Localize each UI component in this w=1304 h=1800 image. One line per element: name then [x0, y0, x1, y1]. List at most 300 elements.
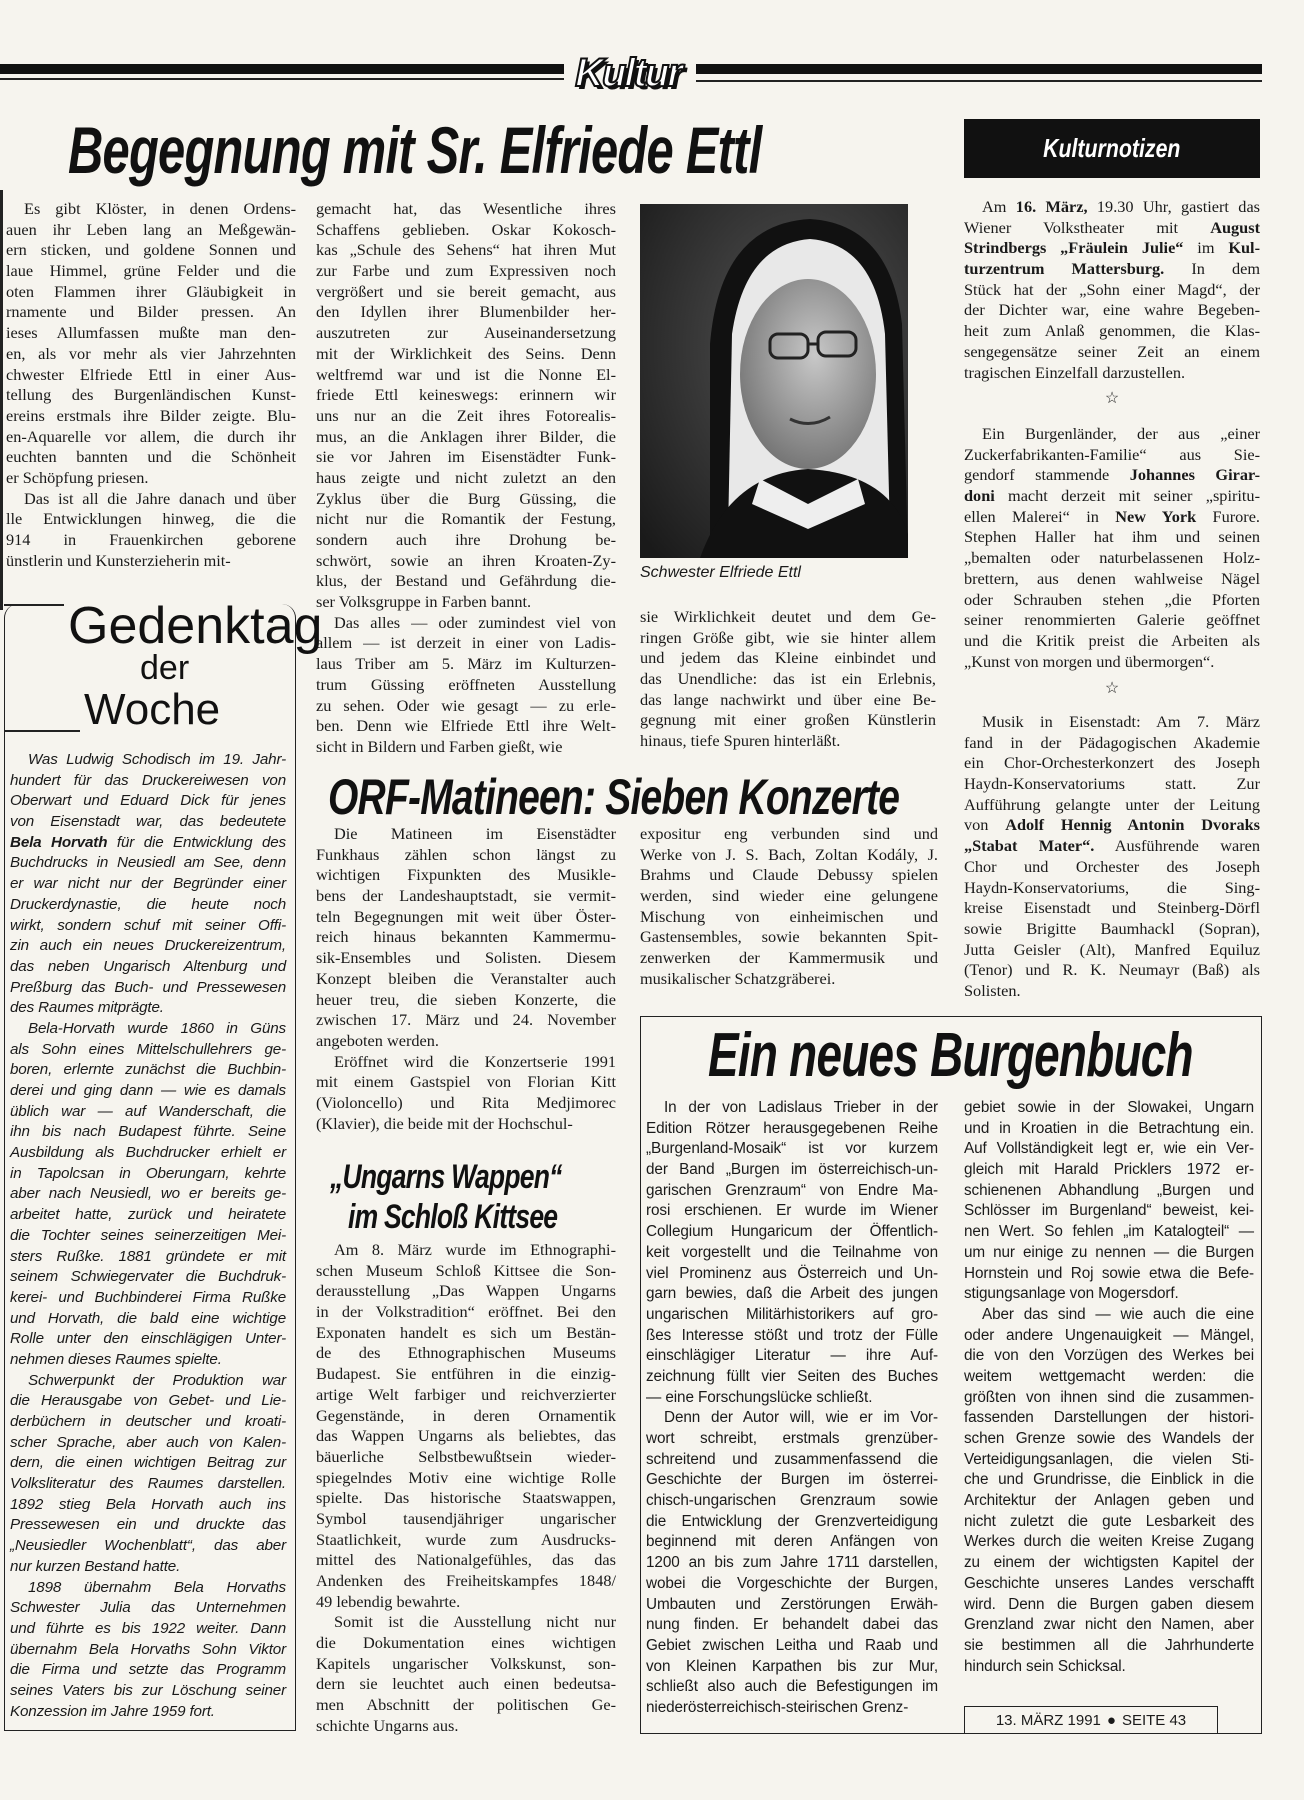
text-line: Gastensembles, sowie bekannten Spit- — [640, 927, 938, 947]
main-article-col2 — [316, 199, 616, 758]
text-line: Hornstein und Roj sowie etwa die Befe- — [964, 1264, 1254, 1282]
text-line: reich hinaus bekannten Kammermu- — [316, 927, 616, 947]
text-line: gemacht hat, das Wesentliche ihres — [316, 199, 616, 218]
text-line: schreitend und zusammenfassend die — [646, 1450, 938, 1468]
text-line: Schaffens geblieben. Oskar Kokosch- — [316, 219, 616, 239]
text-line: (Violoncello) und Rita Medjimorec — [316, 1092, 616, 1112]
bold-text: August — [1210, 217, 1260, 237]
text-line: hindurch sein Schicksal. — [964, 1657, 1126, 1675]
text-line: wird. Denn die Burgen gaben diesem — [964, 1595, 1254, 1613]
text-line: derausstellung „Das Wappen Ungarns — [316, 1281, 616, 1301]
text-line: und die Kritik preist die Arbeiten als — [964, 630, 1260, 650]
text-line: Druckerdynastie, die heute noch — [10, 895, 286, 913]
star-separator-icon: ☆ — [1104, 680, 1120, 697]
text-line: heuer treu, die sieben Konzerte, die — [316, 989, 616, 1009]
text-line: sowie Brigitte Baumhackl (Sopran), — [964, 918, 1260, 938]
paragraph — [640, 824, 938, 990]
text-line: Gebiet zwischen Leitha und Raab und — [646, 1636, 938, 1654]
wappen-headline-line2: im Schloß Kittsee — [348, 1198, 558, 1236]
text-line: Schlösser im Burgenland“ beweist, kei- — [964, 1202, 1254, 1220]
paragraph — [964, 1098, 1254, 1305]
text-line: laue Himmel, grüne Felder und die — [6, 261, 296, 281]
text-line: schwört, sowie an ihren Kroaten-Zy- — [316, 550, 616, 570]
text-line: nehmen dieses Raumes spielte. — [10, 1350, 222, 1368]
text-line: Budapest. Sie entführen in die einzig- — [316, 1364, 616, 1384]
text-line: men Abschnitt der politischen Ge- — [316, 1695, 616, 1715]
text-line: sondern auch ihre Drohung be- — [316, 530, 616, 549]
text-line: sicht in Bildern und Farben gießt, wie — [316, 736, 563, 756]
text-line: die Tochter seines seinerzeitigen Mei- — [10, 1226, 286, 1244]
text-line: „Burgenland-Mosaik“ ist vor kurzem — [646, 1140, 938, 1158]
text-line: laus Triber am 5. März im Kulturzen- — [316, 654, 616, 674]
text-line: das lange nachwirkt und über eine Be- — [640, 689, 936, 709]
text-line: er Schöpfung priesen. — [6, 467, 149, 487]
text-line: seiner renommierten Galerie geöffnet — [964, 610, 1260, 630]
text-line: Solisten. — [964, 980, 1021, 1000]
text-line: Was Ludwig Schodisch im 19. Jahr- — [28, 751, 286, 768]
issue-date: 13. MÄRZ 1991 — [995, 1711, 1101, 1729]
text-line: auen ihr Leben lang an Meßgewän- — [6, 219, 296, 239]
text-line: sters Rußke. 1881 gründete er mit — [10, 1247, 286, 1265]
text-line: Verteidigungsanlagen, die vielen Sti- — [964, 1450, 1254, 1468]
paragraph — [10, 750, 286, 1019]
text-line: ser Volksgruppe in Farben bannt. — [316, 592, 532, 612]
text-line: (Klavier), die beide mit der Hochschul- — [316, 1113, 573, 1133]
text-line: zwischen 17. März und 24. November — [316, 1010, 616, 1030]
text-line: garn bewies, daß die Arbeit des jungen — [646, 1285, 938, 1303]
text-line: Kapitels ungarischer Volkskunst, son- — [316, 1653, 616, 1673]
text-line: Strindbergs „Fräulein Julie“ im Kul- — [964, 238, 1260, 258]
text-line: Mischung von einheimischen und — [640, 906, 938, 926]
text-line: zenwerken der Kammermusik und — [640, 948, 938, 968]
orf-col1 — [316, 824, 616, 1134]
text-line: Konzession im Jahre 1959 fort. — [10, 1702, 215, 1720]
paragraph — [316, 824, 616, 1052]
text-line: Das alles — oder zumindest viel von — [334, 612, 616, 632]
paragraph — [10, 1019, 286, 1371]
text-line: Umbauten und Zerstörungen Erwäh- — [646, 1595, 938, 1613]
text-line: Funkhaus zählen schon längst zu — [316, 844, 616, 864]
text-line: viel Prominenz aus Österreich und Un- — [646, 1264, 938, 1282]
text-line: friede Ettl keineswegs: erinnern wir — [316, 385, 616, 405]
text-line: wirkt, sondern schuf mit seiner Offi- — [10, 916, 286, 934]
text-line: Brahms und Claude Debussy spielen — [640, 865, 938, 885]
gedenktag-title-line1 — [68, 598, 322, 654]
text-line: Collegium Hungaricum der Öffentlich- — [646, 1223, 938, 1241]
text-line: und jedem das Kleine einbindet und — [640, 648, 936, 668]
text-line: Oberwart und Eduard Dick für jenes — [10, 792, 286, 810]
orf-headline: ORF-Matineen: Sieben Konzerte — [328, 769, 900, 825]
bold-text: Kul- — [1228, 238, 1260, 258]
text-line: Grenzland zwar nicht den Namen, aber — [964, 1616, 1254, 1634]
text-line: werden, sind wieder eine gelungene — [640, 886, 938, 906]
text-line: Volksliteratur des Raumes darstellen. — [10, 1475, 286, 1493]
text-line: hinaus, tiefe Spuren hinterläßt. — [640, 731, 841, 751]
text-line: derei und ging dann — wie es damals — [10, 1082, 286, 1099]
text-line: en-Aquarelle vor allem, die durch ihr — [6, 426, 296, 446]
text-line: Ein Burgenländer, der aus „einer — [982, 424, 1260, 443]
bold-text: Strindbergs „Fräulein Julie“ — [964, 238, 1184, 258]
text-line: weitem wettgemacht werden: die — [964, 1367, 1254, 1385]
bold-text: 16. März, — [1015, 197, 1088, 216]
text-line: rosi erschienen. Er wurde im Wiener — [646, 1202, 938, 1220]
text-line: der Band „Burgen im österreichisch-un- — [646, 1161, 938, 1179]
orf-col2 — [640, 824, 938, 990]
bold-text: Bela Horvath — [10, 833, 108, 851]
burgenbuch-col2 — [964, 1098, 1254, 1677]
text-line: sie vor Jahren im Eisenstädter Funk- — [316, 447, 616, 467]
paragraph — [646, 1408, 938, 1718]
text-line: wort schreibt, erstmals grenzüber- — [646, 1430, 938, 1447]
text-line: um nur einige zu nennen — die Burgen — [964, 1243, 1254, 1261]
text-line: ben. Denn wie Elfriede Ettl ihre Welt- — [316, 716, 616, 736]
text-line: üblich war — auf Wanderschaft, die — [10, 1102, 286, 1120]
text-line: zur Farbe und zum Expressiven noch — [316, 261, 616, 281]
text-line: gegnung mit einer großen Künstlerin — [640, 710, 936, 730]
text-line: Stück hat der „Sohn einer Magd“, der — [964, 279, 1260, 299]
text-line: Werke von J. S. Bach, Zoltan Kodály, J. — [640, 844, 938, 864]
bold-text: Adolf Hennig Antonin Dvoraks — [1005, 815, 1260, 835]
text-line: nung finden. Er behandelt dabei das — [646, 1616, 938, 1634]
page-number: SEITE 43 — [1121, 1711, 1187, 1729]
text-line: spiegelndes Motiv eine wichtige Rolle — [316, 1467, 616, 1487]
text-line: che und Grundrisse, die Einblick in die — [964, 1471, 1254, 1489]
text-line: als Sohn eines Mittelschullehrers ge- — [10, 1040, 286, 1058]
text-line: de des Ethnographischen Museums — [316, 1343, 616, 1363]
text-line: Jutta Geisler (Alt), Manfred Equiluz — [964, 939, 1260, 959]
text-line: bens der Landeshauptstadt, sie vermit- — [316, 886, 616, 906]
text-line: kerei- und Buchbinderei Firma Rußke — [10, 1288, 286, 1306]
text-line: das Wappen Ungarns als beliebtes, das — [316, 1426, 616, 1446]
wappen-text — [316, 1240, 616, 1737]
text-line: rnamente und Bilder pressen. An — [6, 302, 296, 322]
paragraph — [964, 424, 1260, 672]
photo-caption: Schwester Elfriede Ettl — [640, 564, 801, 581]
text-line: „Kunst von morgen und übermorgen“. — [964, 651, 1215, 671]
text-line: ihn bis nach Budapest führte. Seine — [10, 1123, 286, 1141]
text-line: auszutreten zur Auseinandersetzung — [316, 323, 616, 343]
text-line: Edition Rötzer herausgegebenen Reihe — [646, 1119, 938, 1137]
text-line: schen Grenze sowie des Wandels der — [964, 1430, 1254, 1447]
text-line: kreise Eisenstadt und Steinberg-Dörfl — [964, 898, 1260, 918]
bold-text: turzentrum Mattersburg. — [964, 259, 1165, 279]
text-line: 1892 stieg Bela Horvath auch ins — [10, 1495, 286, 1513]
text-line: Gegenstände, in deren Ornamentik — [316, 1405, 616, 1425]
text-line: ern sticken, und goldene Sonnen und — [6, 240, 296, 260]
text-line: die Entwicklung der Grenzverteidigung — [646, 1512, 938, 1530]
text-line: zeichnung füllt vier Seiten des Buches — [646, 1367, 938, 1385]
bold-text: Johannes Girar- — [1129, 465, 1260, 485]
text-line: turzentrum Mattersburg. In dem — [964, 259, 1261, 279]
text-line: en, als vor mehr als vier Jahrzehnten — [6, 343, 296, 363]
text-line: fand in der Pädagogischen Akademie — [964, 732, 1260, 752]
text-line: mit der Wirklichkeit des Seins. Denn — [316, 343, 616, 363]
section-logo-kultur: Kultur — [575, 51, 681, 95]
text-line: Symbol tausendjähriger ungarischer — [316, 1508, 616, 1528]
text-line: angeboten werden. — [316, 1030, 439, 1050]
text-line: und in Kroatien in die Betrachtung ein. — [964, 1119, 1254, 1137]
text-line: nicht nur die Romantik der Festung, — [316, 509, 616, 529]
text-line: einschlägiger Literatur — ihre Auf- — [646, 1347, 938, 1365]
text-line: mit einem Gastspiel von Florian Kitt — [316, 1072, 616, 1092]
paragraph — [640, 607, 936, 752]
text-line: Somit ist die Ausstellung nicht nur — [334, 1612, 616, 1632]
text-line: die Dokumentation eines wichtigen — [316, 1633, 616, 1653]
paragraph — [964, 197, 1260, 383]
paragraph — [316, 1240, 616, 1612]
kulturnotiz-girardoni — [964, 424, 1260, 672]
text-line: die von den Vorzügen des Werkes bei — [964, 1347, 1254, 1365]
text-line: seines Vaters bis zur Löschung seiner — [10, 1681, 286, 1699]
text-line: ungarischen Militärhistorikers auf gro- — [646, 1305, 938, 1323]
text-line: schließt also auch die Befestigungen im — [646, 1678, 938, 1696]
bold-text: doni — [964, 486, 995, 506]
kulturnotizen-title: Kulturnotizen — [1043, 133, 1181, 163]
text-line: trum Güssing eröffneten Ausstellung — [316, 674, 616, 694]
text-line: euchten bannten und die Schönheit — [6, 447, 296, 467]
text-line: chwester Elfriede Ettl in einer Aus- — [6, 364, 296, 384]
text-line: fassenden Darstellungen der histori- — [964, 1409, 1254, 1427]
text-line: sie bestimmen all die Jahrhunderte — [964, 1636, 1254, 1654]
text-line: ereins erstmals ihre Bilder zeigte. Blu- — [6, 405, 296, 425]
kulturnotiz-musik — [964, 712, 1260, 1002]
text-line: zu sehen. Oder wie gesagt — zu erle- — [316, 695, 616, 715]
main-article-col3 — [640, 607, 936, 752]
text-line: schienenen Abhandlung „Burgen und — [964, 1181, 1254, 1199]
text-line: ringen Größe gibt, wie sie hinter allem — [640, 627, 936, 647]
burgenbuch-headline: Ein neues Burgenbuch — [708, 1021, 1193, 1090]
paragraph — [646, 1098, 938, 1408]
text-line: Es gibt Klöster, in denen Ordens- — [24, 199, 296, 218]
text-line: Haydn-Konservatoriums statt. Zur — [964, 774, 1260, 794]
text-line: Chor und Orchester des Joseph — [964, 856, 1260, 876]
text-line: garischen Grenzraum“ von Endre Ma- — [646, 1181, 938, 1199]
bullet-icon: ● — [1106, 1711, 1116, 1729]
text-line: dern sie leuchtet auch einen bedeutsa- — [316, 1674, 616, 1694]
portrait-photo — [640, 204, 908, 558]
bold-text: New York — [1115, 506, 1197, 526]
text-line: uns nur an die Zeit ihres Fotorealis- — [316, 405, 616, 425]
kulturnotiz-theater — [964, 197, 1260, 383]
text-line: er war nicht nur der Begründer einer — [10, 875, 286, 893]
text-line: Pressewesen ein und druckte das — [10, 1516, 286, 1534]
text-line: Die Matineen im Eisenstädter — [334, 824, 616, 843]
main-article-col1 — [6, 199, 296, 571]
text-line: die Herausgabe von Gebet- und Lie- — [10, 1392, 286, 1410]
text-line: nen Wert. So fehlen „im Katalogteil“ — — [964, 1223, 1254, 1241]
text-line: schen Museum Schloß Kittsee die Son- — [316, 1260, 616, 1280]
text-line: ünstlerin und Kunsterzieherin mit- — [6, 550, 231, 570]
paragraph — [964, 712, 1260, 1002]
text-line: Bela-Horvath wurde 1860 in Güns — [28, 1019, 286, 1037]
text-line: Das ist all die Jahre danach und über — [24, 488, 296, 508]
text-line: Zyklus über die Burg Güssing, die — [316, 488, 616, 508]
text-line: der Dichter war, eine wahre Begeben- — [964, 300, 1260, 320]
text-line: lle Entwicklungen hinweg, die die — [6, 509, 296, 529]
text-line: Eröffnet wird die Konzertserie 1991 — [334, 1051, 616, 1071]
text-line: aber nach Neusiedl, wo er bereits ge- — [10, 1185, 286, 1203]
text-line: boren, erlernte zunächst die Buchbin- — [10, 1061, 286, 1079]
text-line: Architektur der Anlagen geben und — [964, 1492, 1254, 1510]
main-headline: Begegnung mit Sr. Elfriede Ettl — [68, 113, 762, 187]
text-line: 1898 übernahm Bela Horvaths — [28, 1578, 286, 1596]
text-line: nicht zuletzt die gute Lesbarkeit des — [964, 1512, 1254, 1530]
text-line: spielte. Das historische Staatswappen, — [316, 1488, 616, 1508]
text-line: von Kleinen Karpathen bis zur Mur, — [646, 1657, 938, 1675]
header-rule-left — [0, 64, 564, 74]
paragraph — [316, 1612, 616, 1736]
star-separator-icon: ☆ — [1104, 390, 1120, 407]
text-line: „Neusiedler Wochenblatt“, das aber — [10, 1537, 286, 1555]
nun-portrait-image — [640, 204, 908, 558]
text-line: seinem Schwiegervater die Buchdruk- — [10, 1268, 286, 1286]
text-line: Musik in Eisenstadt: Am 7. März — [982, 712, 1260, 731]
text-line: ellen Malerei“ in New York Furore. — [964, 506, 1260, 526]
text-line: Zuckerfabrikanten-Familie“ aus Sie- — [964, 444, 1260, 464]
text-line: das Unendliche: das ist ein Erlebnis, — [640, 669, 936, 689]
gedenktag-mid-rule — [4, 730, 80, 732]
text-line: schichte Ungarns aus. — [316, 1715, 459, 1735]
bold-text: „Stabat Mater“. — [964, 836, 1095, 856]
text-line: mus, an die Anklagen ihrer Bilder, die — [316, 426, 616, 446]
text-line: sie Wirklichkeit deutet und dem Ge- — [640, 607, 936, 626]
text-line: Am 16. März, 19.30 Uhr, gastiert das — [982, 197, 1261, 216]
text-line: niederösterreichisch-steirischen Grenz- — [646, 1698, 909, 1716]
text-line: scher Sprache, aber auch von Kalen- — [10, 1433, 286, 1451]
text-line: Denn der Autor will, wie er im Vor- — [664, 1409, 938, 1427]
text-line: hundert für das Druckereiwesen von — [10, 771, 286, 789]
text-line: (Tenor) und R. K. Neumayr (Baß) als — [964, 960, 1260, 980]
text-line: teln Begegnungen mit weit über Öster- — [316, 906, 616, 926]
text-line: mittel des Nationalgefühles, das das — [316, 1550, 616, 1570]
paragraph — [316, 1052, 616, 1135]
text-line: ein Chor-Orchesterkonzert des Joseph — [964, 753, 1260, 773]
kulturnotizen-header — [964, 119, 1260, 178]
gedenktag-top-rule — [4, 604, 64, 606]
text-line: wichtigen Fixpunkten des Musikle- — [316, 865, 616, 885]
text-line: oten Flammen ihrer Gläubigkeit in — [6, 281, 296, 301]
text-line: doni macht derzeit mit seiner „spiritu- — [964, 486, 1260, 506]
text-line: Rolle unter den einschlägigen Unter- — [10, 1330, 286, 1348]
text-line: chisch-ungarischen Grenzraum sowie — [646, 1492, 938, 1510]
text-line: arbeitet hatte, zurück und heiratete — [10, 1206, 286, 1224]
text-line: sengegensätze seiner Zeit an einem — [964, 341, 1260, 361]
text-line: heit zum Anlaß genommen, die Klas- — [964, 321, 1260, 341]
text-line: In der von Ladislaus Trieber in der — [664, 1099, 938, 1116]
text-line: brettern, aus denen wahlweise Nägel — [964, 568, 1260, 588]
text-line: zin auch ein neues Druckereizentrum, — [10, 937, 286, 955]
wappen-headline-line1: „Ungarns Wappen“ — [330, 1158, 562, 1196]
text-line: tragischen Einzelfall darzustellen. — [964, 362, 1186, 382]
text-line: und führte es bis 1922 weiter. Dann — [10, 1619, 286, 1637]
text-line: wobei die Vorgeschichte der Burgen, — [646, 1574, 938, 1592]
text-line: Haydn-Konservatoriums, die Sing- — [964, 877, 1260, 897]
paragraph — [316, 199, 616, 613]
text-line: tellung des Burgenländischen Kunst- — [6, 385, 296, 405]
text-line: allem — ist derzeit in einer von Ladis- — [316, 633, 616, 653]
text-line: Buchdrucks in Neusiedl am See, denn — [10, 854, 286, 872]
text-line: Werkes durch die weiten Kreise Zugang — [964, 1533, 1254, 1551]
text-line: kas „Schule des Sehens“ hat ihren Mut — [316, 240, 616, 260]
text-line: in Tapolcsan in Oberungarn, kehrte — [10, 1164, 286, 1182]
text-line: Bela Horvath für die Entwicklung des — [10, 833, 287, 851]
text-line: und Horvath, die bald eine wichtige — [10, 1309, 286, 1327]
text-line: des Raumes mitprägte. — [10, 999, 164, 1017]
text-line: Stephen Haller hat ihm und seinen — [964, 527, 1260, 547]
text-line: Schwester Julia das Unternehmen — [10, 1599, 286, 1617]
text-line: Aber das sind — wie auch die eine — [982, 1305, 1254, 1323]
text-line: oder Schrauben stehen „die Pforten — [964, 589, 1260, 609]
text-line: Andenken des Freiheitskampfes 1848/ — [316, 1571, 616, 1590]
text-line: beginnend mit deren Anfängen von — [646, 1533, 938, 1551]
text-line: 914 in Frauenkirchen geborene — [6, 530, 296, 549]
text-line: in der Volkstradition“ eröffnet. Bei den — [316, 1302, 616, 1322]
text-line: Wiener Volkstheater mit August — [964, 217, 1260, 237]
paragraph — [6, 489, 296, 572]
text-line: Ausbildung als Buchdrucker erhielt er — [10, 1144, 286, 1162]
text-line: Aufführung gelangte unter der Leitung — [964, 794, 1260, 814]
text-line: Geschichte unseres Landes verschafft — [964, 1574, 1254, 1592]
text-line: stigungsanlage von Mogersdorf. — [964, 1285, 1179, 1303]
text-line: Konzept bleiben die Veranstalter auch — [316, 968, 616, 988]
text-line: „bemalten oder naturbelassenen Holz- — [964, 548, 1260, 568]
paragraph — [10, 1578, 286, 1723]
page-edge — [0, 190, 3, 610]
gedenktag-word: Gedenktag — [68, 597, 323, 655]
text-line: klus, der Bestand und Gefährdung die- — [316, 571, 616, 591]
text-line: — eine Forschungslücke schließt. — [646, 1388, 873, 1406]
text-line: derbüchern in deutscher und kroati- — [10, 1413, 286, 1430]
text-line: gleich mit Harald Pricklers 1972 er- — [964, 1161, 1254, 1179]
header-rule-right-thin — [696, 80, 1262, 82]
paragraph — [316, 613, 616, 758]
text-line: ßes Interesse stößt und trotz der Fülle — [646, 1326, 938, 1344]
text-line: musikalischer Schatzgräberei. — [640, 968, 836, 988]
text-line: die Firma und setzte das Programm — [10, 1661, 286, 1679]
text-line: Exponaten handelt es sich um Bestän- — [316, 1322, 616, 1342]
text-line: das neben Ungarisch Altenburg und — [10, 957, 286, 975]
text-line: artige Welt farbiger und reichverzierter — [316, 1384, 616, 1404]
gedenktag-title-line2: der — [140, 649, 190, 687]
text-line: sik-Ensembles und Solisten. Diesem — [316, 948, 616, 968]
text-line: Schwerpunkt der Produktion war — [28, 1371, 286, 1389]
text-line: Auf Vollständigkeit legt er, wie ein Ver- — [964, 1140, 1254, 1158]
text-line: ieses Allumfassen mußte man den- — [6, 323, 296, 343]
paragraph — [964, 1305, 1254, 1677]
text-line: von Adolf Hennig Antonin Dvoraks — [964, 815, 1260, 835]
text-line: Am 8. März wurde im Ethnographi- — [334, 1240, 616, 1259]
gedenktag-text — [10, 750, 286, 1722]
text-line: gebiet sowie in der Slowakei, Ungarn — [964, 1099, 1254, 1116]
text-line: Staatlichkeit, wurde zum Ausdrucks- — [316, 1529, 616, 1549]
burgenbuch-col1 — [646, 1098, 938, 1719]
text-line: Geschichte der Burgen im österrei- — [646, 1471, 938, 1489]
header-rule-left-thin — [0, 78, 564, 80]
text-line: keit vorgestellt und die Teilnahme von — [646, 1243, 938, 1261]
text-line: übernahm Bela Horvaths Sohn Viktor — [10, 1640, 286, 1658]
text-line: oder andere Ungenauigkeit — Mängel, — [964, 1326, 1254, 1344]
text-line: vergrößert und sie bereit gemacht, aus — [316, 281, 616, 301]
text-line: von Eisenstadt war, das bedeutete — [10, 813, 286, 831]
text-line: den Idyllen ihrer Blumenbilder her- — [316, 302, 616, 322]
gedenktag-title-line3: Woche — [84, 685, 221, 734]
text-line: 49 lebendig bewahrte. — [316, 1591, 461, 1611]
text-line: bäuerliche Selbstbewußtsein wieder- — [316, 1446, 616, 1466]
text-line: 1200 an bis zum Jahre 1711 darstellen, — [646, 1554, 938, 1572]
text-line: haus zeigte und nicht zuletzt an den — [316, 467, 616, 487]
text-line: expositur eng verbunden sind und — [640, 824, 938, 843]
text-line: „Stabat Mater“. Ausführende waren — [964, 836, 1260, 856]
